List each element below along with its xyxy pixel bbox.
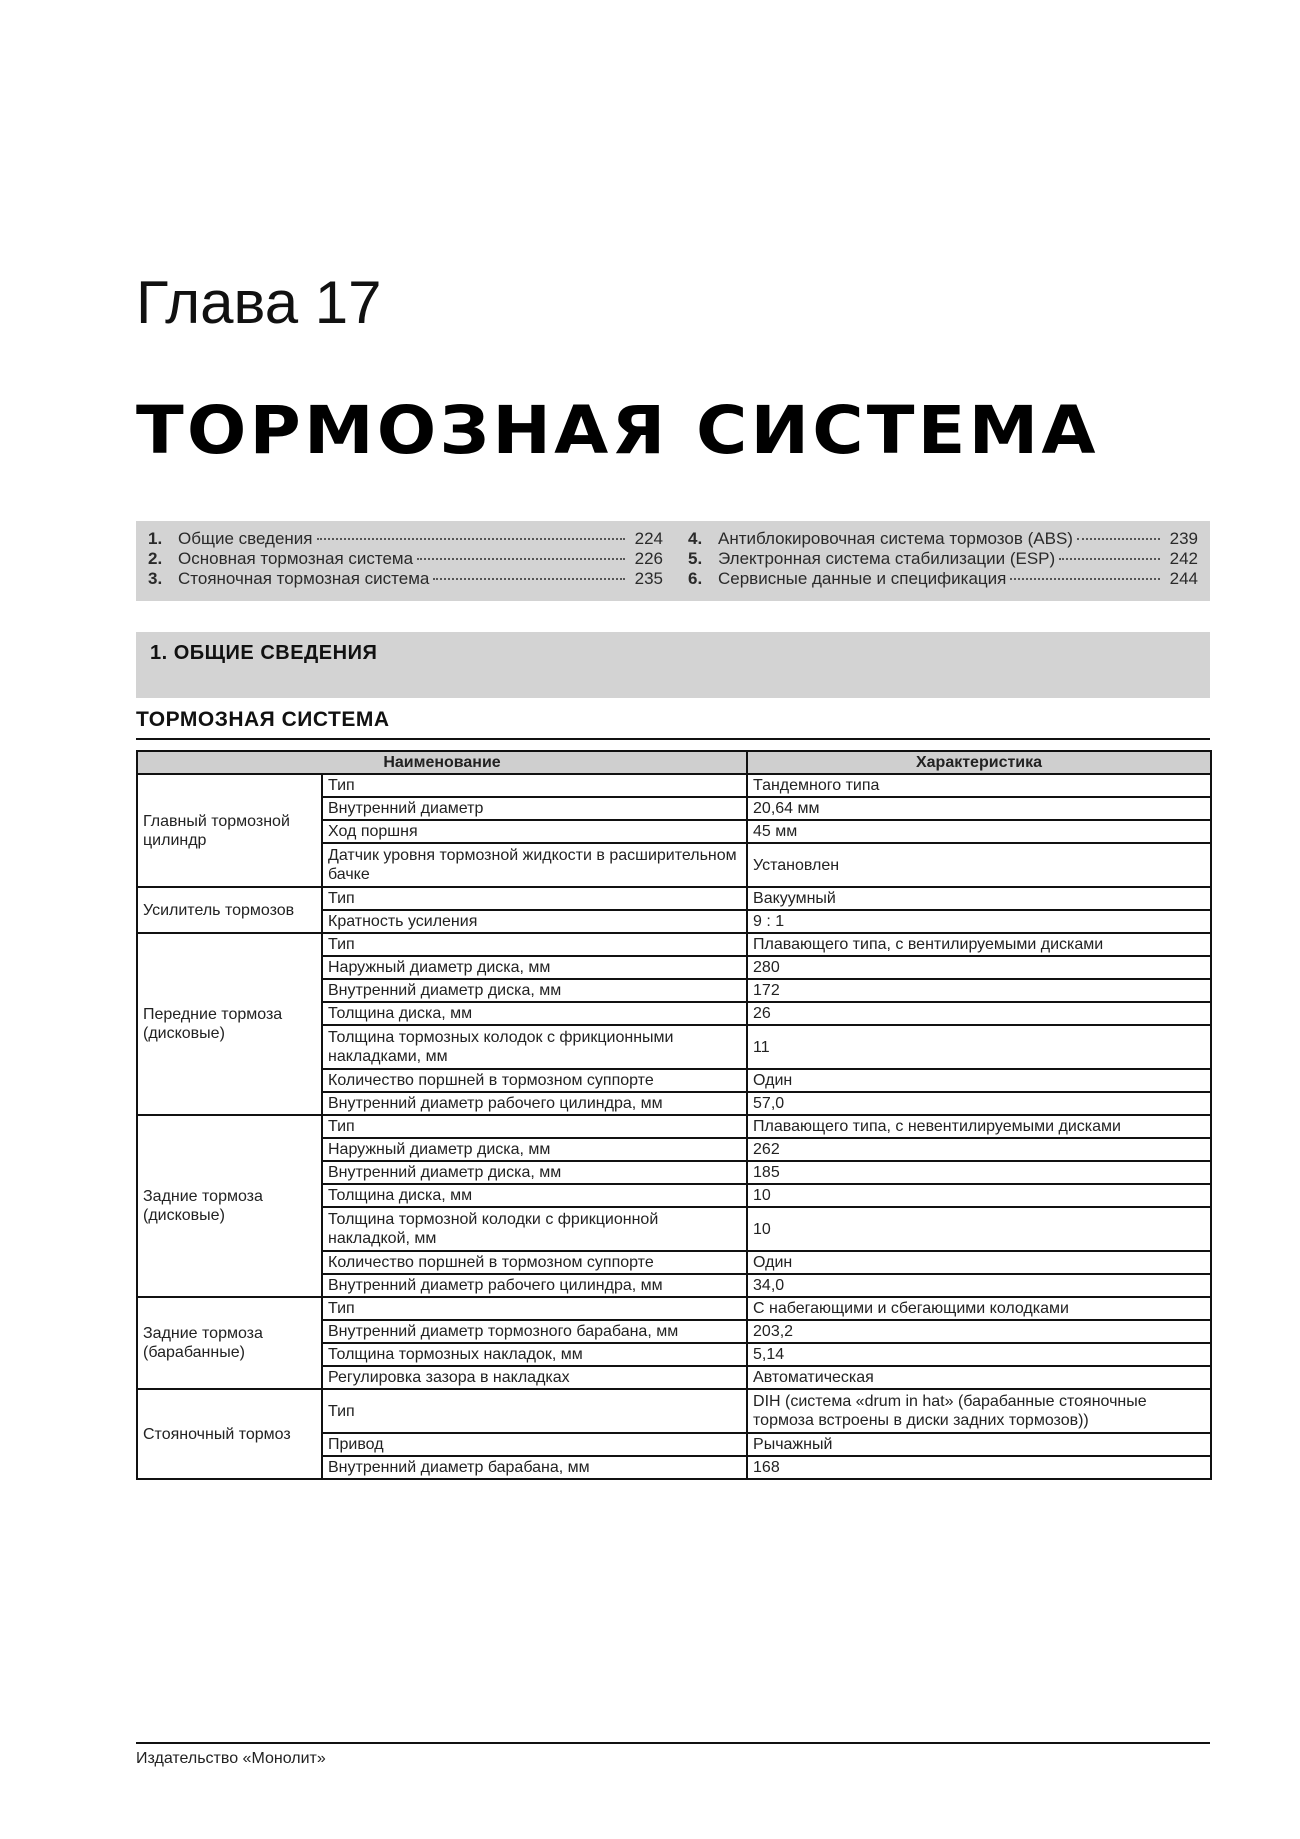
value-cell: Автоматическая bbox=[747, 1366, 1211, 1389]
toc-item bbox=[148, 529, 663, 549]
toc-item-number: 4. bbox=[688, 529, 703, 548]
value-cell: 262 bbox=[747, 1138, 1211, 1161]
value-cell: 9 : 1 bbox=[747, 910, 1211, 933]
parameter-cell: Толщина диска, мм bbox=[322, 1002, 747, 1025]
value-cell: Один bbox=[747, 1251, 1211, 1274]
value-cell: 280 bbox=[747, 956, 1211, 979]
parameter-cell: Тип bbox=[322, 887, 747, 910]
toc-item bbox=[148, 549, 663, 569]
chapter-title: ТОРМОЗНАЯ СИСТЕМА bbox=[136, 392, 1099, 469]
toc-item bbox=[148, 569, 663, 589]
section-title: 1. ОБЩИЕ СВЕДЕНИЯ bbox=[150, 642, 378, 664]
toc-item-page: 244 bbox=[1169, 569, 1198, 588]
spec-table bbox=[136, 750, 1212, 1480]
value-cell: 5,14 bbox=[747, 1343, 1211, 1366]
toc-item-number: 6. bbox=[688, 569, 703, 588]
value-cell: Тандемного типа bbox=[747, 774, 1211, 797]
value-cell: 26 bbox=[747, 1002, 1211, 1025]
value-cell: Вакуумный bbox=[747, 887, 1211, 910]
toc-item-title: Электронная система стабилизации (ESP) bbox=[718, 549, 1056, 568]
parameter-cell: Толщина тормозной колодки с фрикционной накладкой, мм bbox=[322, 1207, 747, 1251]
footer-divider bbox=[136, 1742, 1210, 1744]
group-label-cell: Главный тормозной цилиндр bbox=[137, 774, 322, 887]
table-row bbox=[137, 887, 1211, 910]
toc-item-page: 242 bbox=[1169, 549, 1198, 568]
toc-column-right bbox=[688, 529, 1198, 589]
parameter-cell: Толщина тормозных колодок с фрикционными накладками, мм bbox=[322, 1025, 747, 1069]
table-row bbox=[137, 774, 1211, 797]
toc-item-leader bbox=[433, 578, 625, 580]
toc-item-title: Сервисные данные и спецификация bbox=[718, 569, 1007, 588]
parameter-cell: Толщина диска, мм bbox=[322, 1184, 747, 1207]
toc-item-page: 239 bbox=[1169, 529, 1198, 548]
table-of-contents bbox=[136, 521, 1210, 601]
value-cell: 203,2 bbox=[747, 1320, 1211, 1343]
parameter-cell: Ход поршня bbox=[322, 820, 747, 843]
chapter-label: Глава 17 bbox=[136, 269, 382, 336]
parameter-cell: Внутренний диаметр диска, мм bbox=[322, 979, 747, 1002]
toc-item-number: 2. bbox=[148, 549, 163, 568]
value-cell: Один bbox=[747, 1069, 1211, 1092]
value-cell: DIH (система «drum in hat» (барабанные стояночные тормоза встроены в диски задних тормозов)) bbox=[747, 1389, 1211, 1433]
value-cell: Плавающего типа, с вентилируемыми дисками bbox=[747, 933, 1211, 956]
toc-item-title: Стояночная тормозная система bbox=[178, 569, 430, 588]
group-label-cell: Передние тормоза (дисковые) bbox=[137, 933, 322, 1115]
value-cell: 172 bbox=[747, 979, 1211, 1002]
value-cell: 10 bbox=[747, 1184, 1211, 1207]
value-cell: Установлен bbox=[747, 843, 1211, 887]
table-body bbox=[137, 774, 1211, 1479]
value-cell: 11 bbox=[747, 1025, 1211, 1069]
toc-item bbox=[688, 569, 1198, 589]
parameter-cell: Толщина тормозных накладок, мм bbox=[322, 1343, 747, 1366]
parameter-cell: Внутренний диаметр тормозного барабана, мм bbox=[322, 1320, 747, 1343]
value-cell: 34,0 bbox=[747, 1274, 1211, 1297]
section-header bbox=[136, 632, 1210, 698]
parameter-cell: Количество поршней в тормозном суппорте bbox=[322, 1069, 747, 1092]
toc-item-leader bbox=[317, 538, 625, 540]
toc-item-title: Общие сведения bbox=[178, 529, 313, 548]
toc-item-page: 226 bbox=[634, 549, 663, 568]
header-spec: Характеристика bbox=[747, 751, 1211, 774]
parameter-cell: Регулировка зазора в накладках bbox=[322, 1366, 747, 1389]
parameter-cell: Тип bbox=[322, 1297, 747, 1320]
toc-item-number: 5. bbox=[688, 549, 703, 568]
toc-item-leader bbox=[1077, 538, 1160, 540]
table-header-row bbox=[137, 751, 1211, 774]
value-cell: 57,0 bbox=[747, 1092, 1211, 1115]
footer-publisher: Издательство «Монолит» bbox=[136, 1750, 326, 1767]
value-cell: 10 bbox=[747, 1207, 1211, 1251]
parameter-cell: Тип bbox=[322, 933, 747, 956]
toc-item-leader bbox=[417, 558, 625, 560]
toc-item-leader bbox=[1010, 578, 1160, 580]
toc-item-page: 235 bbox=[634, 569, 663, 588]
table-row bbox=[137, 1297, 1211, 1320]
toc-item-page: 224 bbox=[634, 529, 663, 548]
value-cell: 185 bbox=[747, 1161, 1211, 1184]
toc-item bbox=[688, 549, 1198, 569]
parameter-cell: Датчик уровня тормозной жидкости в расширительном бачке bbox=[322, 843, 747, 887]
parameter-cell: Кратность усиления bbox=[322, 910, 747, 933]
parameter-cell: Внутренний диаметр bbox=[322, 797, 747, 820]
value-cell: С набегающими и сбегающими колодками bbox=[747, 1297, 1211, 1320]
toc-item-number: 1. bbox=[148, 529, 163, 548]
parameter-cell: Тип bbox=[322, 1115, 747, 1138]
toc-item-title: Основная тормозная система bbox=[178, 549, 414, 568]
parameter-cell: Внутренний диаметр диска, мм bbox=[322, 1161, 747, 1184]
parameter-cell: Внутренний диаметр барабана, мм bbox=[322, 1456, 747, 1479]
value-cell: Рычажный bbox=[747, 1433, 1211, 1456]
table-row bbox=[137, 1115, 1211, 1138]
parameter-cell: Внутренний диаметр рабочего цилиндра, мм bbox=[322, 1092, 747, 1115]
toc-item-title: Антиблокировочная система тормозов (ABS) bbox=[718, 529, 1073, 548]
group-label-cell: Усилитель тормозов bbox=[137, 887, 322, 933]
parameter-cell: Количество поршней в тормозном суппорте bbox=[322, 1251, 747, 1274]
parameter-cell: Привод bbox=[322, 1433, 747, 1456]
table-row bbox=[137, 933, 1211, 956]
toc-item bbox=[688, 529, 1198, 549]
table-row bbox=[137, 1389, 1211, 1433]
parameter-cell: Наружный диаметр диска, мм bbox=[322, 956, 747, 979]
value-cell: 20,64 мм bbox=[747, 797, 1211, 820]
value-cell: 45 мм bbox=[747, 820, 1211, 843]
value-cell: Плавающего типа, с невентилируемыми дисками bbox=[747, 1115, 1211, 1138]
group-label-cell: Задние тормоза (барабанные) bbox=[137, 1297, 322, 1389]
header-name: Наименование bbox=[137, 751, 747, 774]
parameter-cell: Наружный диаметр диска, мм bbox=[322, 1138, 747, 1161]
toc-item-number: 3. bbox=[148, 569, 163, 588]
value-cell: 168 bbox=[747, 1456, 1211, 1479]
subsection-title: ТОРМОЗНАЯ СИСТЕМА bbox=[136, 708, 1210, 740]
group-label-cell: Задние тормоза (дисковые) bbox=[137, 1115, 322, 1297]
group-label-cell: Стояночный тормоз bbox=[137, 1389, 322, 1479]
parameter-cell: Тип bbox=[322, 774, 747, 797]
parameter-cell: Внутренний диаметр рабочего цилиндра, мм bbox=[322, 1274, 747, 1297]
parameter-cell: Тип bbox=[322, 1389, 747, 1433]
toc-column-left bbox=[148, 529, 663, 589]
toc-item-leader bbox=[1059, 558, 1160, 560]
